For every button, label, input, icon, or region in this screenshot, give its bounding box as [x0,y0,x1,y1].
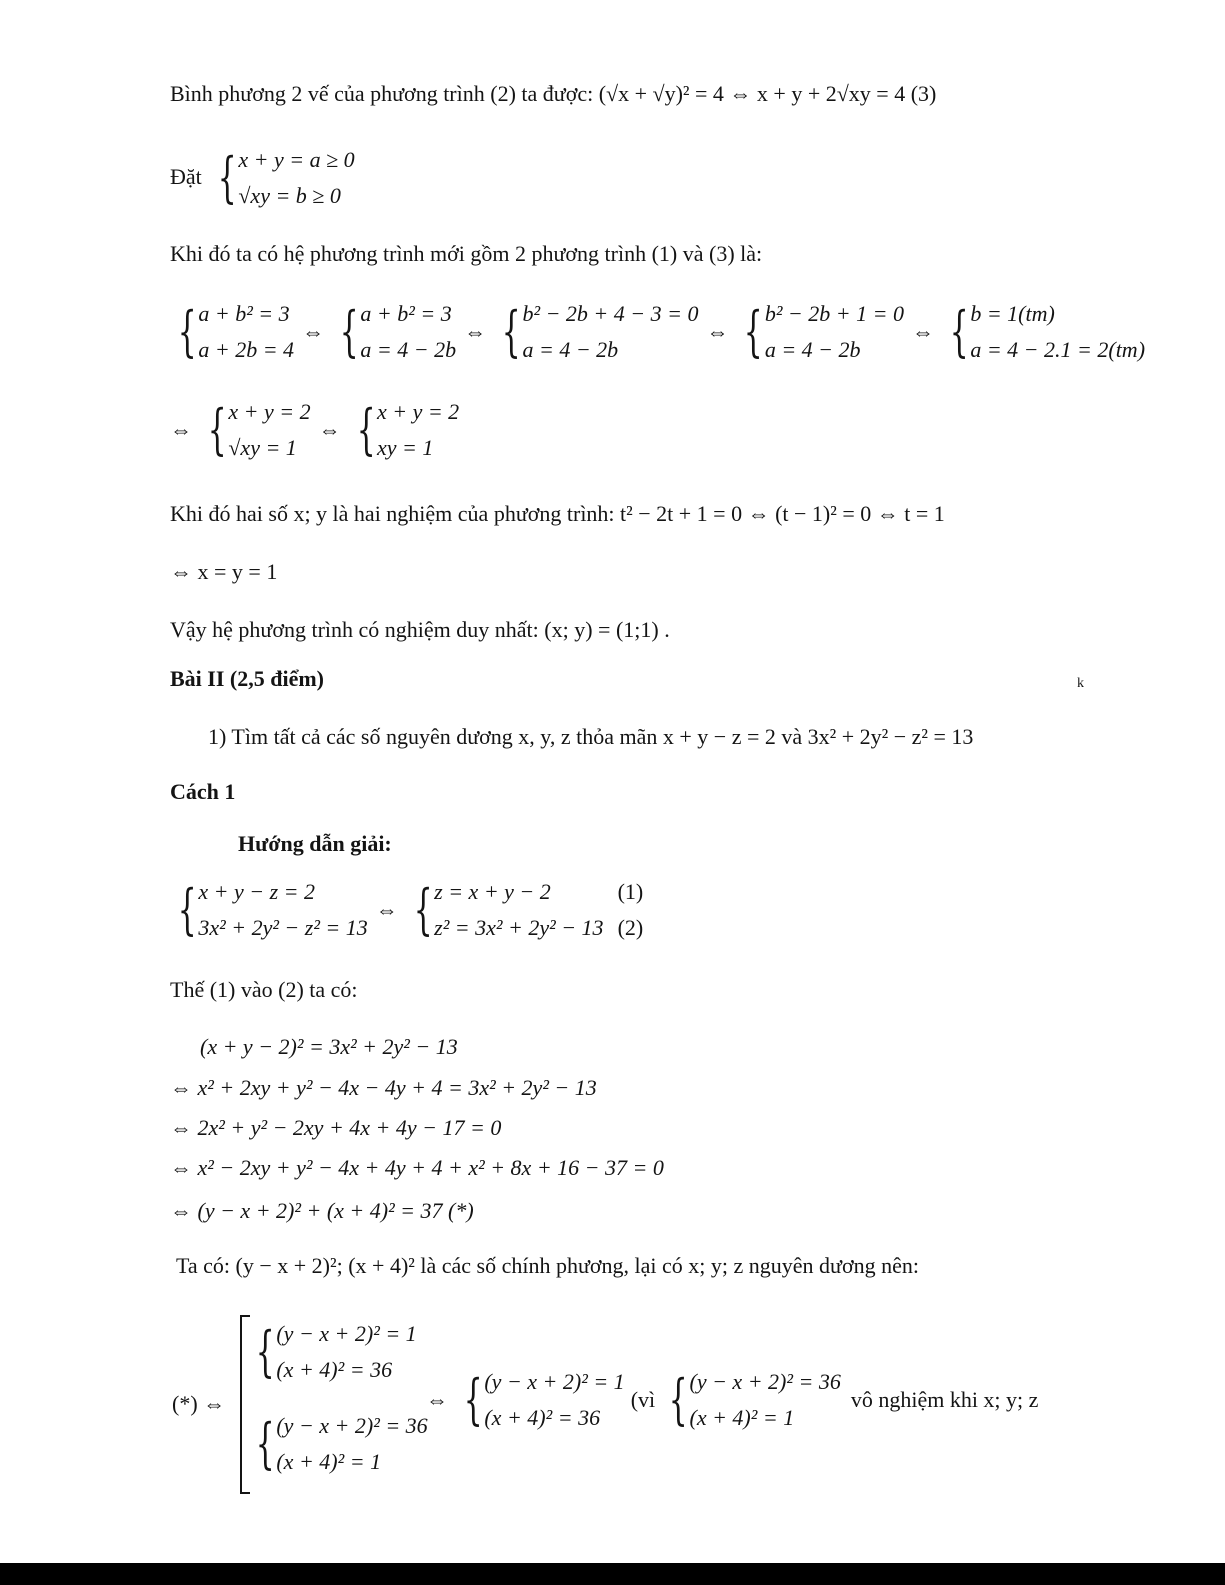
system-row: (y − x + 2)² = 36 [276,1413,428,1438]
system-row: z² = 3x² + 2y² − 13 [434,915,604,940]
brace-icon: { [949,300,969,363]
equivalence-arrow: ⇔ [464,319,487,344]
equivalence-arrow: ⇔ [170,417,192,442]
text-new-system-intro: Khi đó ta có hệ phương trình mới gồm 2 phương trình (1) và (3) là: [170,241,763,266]
equivalence-arrow: ⇔ [426,1387,448,1412]
text-line-square-both-sides: Bình phương 2 vế của phương trình (2) ta được: (√x + √y)² = 4 ⇔ x + y + 2√xy = 4 (3) [170,81,937,106]
equation-step: ⇔ 2x² + y² − 2xy + 4x + 4y − 17 = 0 [170,1115,502,1140]
bottom-black-bar [0,1563,1225,1585]
equation-step: ⇔ x² + 2xy + y² − 4x − 4y + 4 = 3x² + 2y² − 13 [170,1075,597,1100]
system-chain-ab [170,296,1145,368]
case-2 [248,1408,428,1480]
case-1 [248,1316,417,1388]
system-row: x + y = a ≥ 0 [238,147,355,172]
system-row: (x + 4)² = 36 [276,1357,393,1382]
system-row: a + b² = 3 [360,301,452,326]
stray-mark: k [1077,676,1084,691]
system-row: 3x² + 2y² − z² = 13 [198,915,368,940]
text-quadratic-roots: Khi đó hai số x; y là hai nghiệm của phương trình: t² − 2t + 1 = 0 ⇔ (t − 1)² = 0 ⇔ t = 1 [170,501,945,526]
brace-icon: { [744,300,764,363]
text-unique-solution: Vậy hệ phương trình có nghiệm duy nhất: (x; y) = (1;1) . [170,617,670,642]
question-1: 1) Tìm tất cả các số nguyên dương x, y, z thỏa mãn x + y − z = 2 và 3x² + 2y² − z² = 13 [208,724,974,749]
system-row: xy = 1 [376,435,434,460]
system-row: z = x + y − 2 [434,879,551,904]
system-row: √xy = 1 [228,435,297,460]
system-row: x + y − z = 2 [198,879,315,904]
heading-huong-dan-giai: Hướng dẫn giải: [238,831,392,856]
equivalence-arrow: ⇔ [318,417,341,442]
system-row: (y − x + 2)² = 1 [276,1321,417,1346]
equation-step: ⇔ (y − x + 2)² + (x + 4)² = 37 (*) [170,1198,474,1223]
system-row: x + y = 2 [228,399,311,424]
system-row: (x + 4)² = 1 [276,1449,382,1474]
brace-icon: { [255,1412,275,1475]
text-no-solution: vô nghiệm khi x; y; z [850,1387,1039,1412]
system-row: (x + 4)² = 1 [689,1405,795,1430]
system-row: (y − x + 2)² = 1 [484,1369,625,1394]
system-substitution [210,142,355,214]
equation-number: (2) [617,915,644,940]
equivalence-arrow: ⇔ [302,319,325,344]
equation-number: (1) [617,879,644,904]
system-row: b = 1(tm) [970,301,1055,326]
system-row: (x + 4)² = 36 [484,1405,601,1430]
equation-step: ⇔ x² − 2xy + y² − 4x + 4y + 4 + x² + 8x + 16 − 37 = 0 [170,1155,664,1180]
system-valid-case [418,1364,1038,1436]
system-row: a = 4 − 2.1 = 2(tm) [970,337,1146,362]
equivalence-arrow: ⇔ [706,319,729,344]
brace-icon: { [501,300,521,363]
text-vi: (vì [630,1387,656,1412]
system-row: a = 4 − 2b [522,337,619,362]
brace-icon: { [207,398,227,461]
brace-icon: { [177,300,197,363]
section-heading-bai-ii: Bài II (2,5 điểm) [170,666,324,691]
equivalence-arrow: ⇔ [911,319,934,344]
system-row: a = 4 − 2b [764,337,861,362]
equivalence-arrow: ⇔ [375,897,398,922]
text-perfect-squares: Ta có: (y − x + 2)²; (x + 4)² là các số chính phương, lại có x; y; z nguyên dương nên: [176,1253,919,1278]
text-dat-label: Đặt [170,164,202,189]
equation-step: (x + y − 2)² = 3x² + 2y² − 13 [200,1034,458,1059]
brace-icon: { [217,146,237,209]
brace-icon: { [463,1368,483,1431]
brace-icon: { [177,878,197,941]
brace-icon: { [255,1320,275,1383]
system-row: x + y = 2 [376,399,460,424]
system-row: a + 2b = 4 [198,337,295,362]
star-equivalence: (*) ⇔ [172,1391,226,1416]
brace-icon: { [413,878,433,941]
brace-icon: { [339,300,359,363]
system-chain-xy [170,394,459,466]
system-row: a + b² = 3 [198,301,290,326]
system-row: (y − x + 2)² = 36 [689,1369,841,1394]
system-row: b² − 2b + 4 − 3 = 0 [522,301,699,326]
brace-icon: { [356,398,376,461]
system-original [170,874,643,946]
system-row: √xy = b ≥ 0 [238,183,341,208]
text-x-equals-y: ⇔ x = y = 1 [170,559,278,584]
system-row: b² − 2b + 1 = 0 [764,301,904,326]
heading-cach-1: Cách 1 [170,779,236,804]
brace-icon: { [668,1368,688,1431]
text-substitute: Thế (1) vào (2) ta có: [170,977,358,1002]
system-row: a = 4 − 2b [360,337,457,362]
